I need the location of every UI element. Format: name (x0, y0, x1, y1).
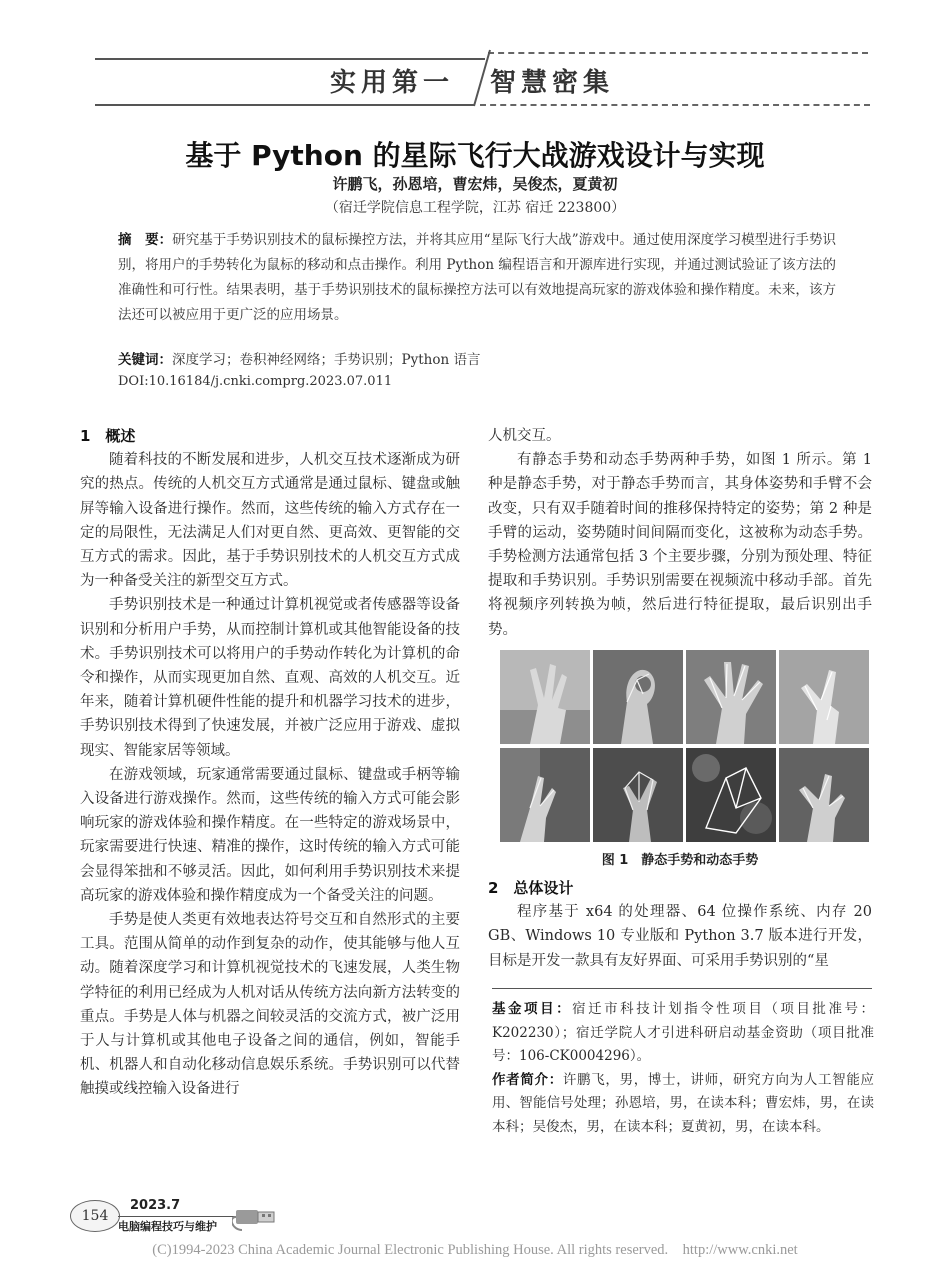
gesture-photo (500, 748, 590, 842)
paragraph-continued: 人机交互。 (488, 428, 561, 444)
header-rule-bottom-dashed (480, 104, 870, 106)
section-heading-design: 2 总体设计 (488, 879, 574, 897)
footer-rule (118, 1216, 238, 1217)
gesture-photo (686, 650, 776, 744)
author-bio-text: 许鹏飞，男，博士，讲师，研究方向为人工智能应用、智能信号处理；孙恩培，男，在读本科；曹宏炜，男，在读本科；吴俊杰，男，在读本科；夏黄初，男，在读本科。 (492, 1071, 875, 1135)
paragraph: 手势是使人类更有效地表达符号交互和自然形式的主要工具。范围从简单的动作到复杂的动作，使其能够与他人互动。随着深度学习和计算机视觉技术的飞速发展，人类生物学特征的利用已经成为人机对话从传统方法向新方法转变的重点。手势是人体与机器之间较灵活的交流方式，被广泛用于人与计算机或其他电子设备之间的通信，例如，智能手机、机器人和自动化移动信息娱乐系统。手势识别可以代替触摸或线控输入设备进行 (80, 912, 460, 1098)
fund-text: 宿迁市科技计划指令性项目（项目批准号：K202230）；宿迁学院人才引进科研启动基金资助（项目批准号：106-CK0004296）。 (492, 1001, 875, 1064)
body-column-right (488, 424, 872, 642)
gesture-photo (593, 650, 683, 744)
footnotes (492, 998, 874, 1139)
fund-label: 基金项目： (492, 1001, 573, 1017)
header-rule-top (95, 58, 485, 60)
article-authors: 许鹏飞，孙恩培，曹宏炜，吴俊杰，夏黄初 (332, 175, 618, 193)
header-rule-top-dashed (488, 52, 868, 54)
gesture-photo (500, 650, 590, 744)
column-name-left: 实用第一 (330, 68, 455, 98)
figure-gesture-photos (500, 650, 870, 842)
figure-caption: 图 1 静态手势和动态手势 (601, 853, 759, 868)
issue-date: 2023.7 (130, 1198, 181, 1213)
gesture-photo (686, 748, 776, 842)
author-bio-label: 作者简介： (492, 1071, 563, 1088)
keywords-text: 深度学习；卷积神经网络；手势识别；Python 语言 (172, 352, 481, 368)
section-heading-overview: 1 概述 (80, 427, 136, 445)
keywords-label: 关键词： (118, 352, 172, 368)
paragraph: 手势识别技术是一种通过计算机视觉或者传感器等设备识别和分析用户手势，从而控制计算机或其他智能设备的技术。手势识别技术可以将用户的手势动作转化为计算机的命令和操作，从而实现更加自然、直观、高效的人机交互。近年来，随着计算机硬件性能的提升和机器学习技术的进步，手势识别技术得到了快速发展，并被广泛应用于游戏、虚拟现实、智能家居等领域。 (80, 597, 460, 759)
paragraph: 随着科技的不断发展和进步，人机交互技术逐渐成为研究的热点。传统的人机交互方式通常是通过鼠标、键盘或触屏等输入设备进行操作。然而，这些传统的输入方式存在一定的局限性，无法满足人们对更自然、更高效、更智能的交互方式的需求。因此，基于手势识别技术的人机交互方式成为一种备受关注的新型交互方式。 (80, 452, 460, 590)
fund-note (492, 998, 874, 1069)
gesture-photo (593, 748, 683, 842)
abstract-text: 研究基于手势识别技术的鼠标操控方法，并将其应用“星际飞行大战”游戏中。通过使用深度学习模型进行手势识别，将用户的手势转化为鼠标的移动和点击操作。利用 Python 编程语言和开源库进行实现，并通过测试验证了该方法的准确性和可行性。结果表明，基于手势识别技术的鼠标操控方法可以有效地提高玩家的游戏体验和操作精度。未来，该方法还可以被应用于更广泛的应用场景。 (118, 232, 836, 323)
article-affiliation: （宿迁学院信息工程学院，江苏 宿迁 223800） (324, 200, 626, 216)
abstract (118, 228, 836, 328)
copyright-notice: (C)1994-2023 China Academic Journal Electronic Publishing House. All rights reserved. http://www.cnki.net (152, 1242, 798, 1258)
page-number: 154 (70, 1200, 120, 1232)
usb-plug-icon (232, 1200, 282, 1234)
journal-name: 电脑编程技巧与维护 (118, 1220, 217, 1233)
footnote-divider (492, 988, 872, 989)
abstract-label: 摘 要： (118, 232, 173, 248)
doi: DOI:10.16184/j.cnki.comprg.2023.07.011 (118, 374, 393, 389)
paragraph: 在游戏领域，玩家通常需要通过鼠标、键盘或手柄等输入设备进行游戏操作。然而，这些传统的输入方式可能会影响玩家的游戏体验和操作精度。在一些特定的游戏场景中，玩家需要进行快速、精准的操作，这时传统的输入方式可能会显得笨拙和不够灵活。因此，如何利用手势识别技术来提高玩家的游戏体验和操作精度成为一个备受关注的问题。 (80, 766, 460, 904)
paragraph: 有静态手势和动态手势两种手势，如图 1 所示。第 1 种是静态手势，对于静态手势而言，其身体姿势和手臂不会改变，只有双手随着时间的推移保持特定的姿势；第 2 种是手臂的运动，姿势随时间间隔而变化，这被称为动态手势。手势检测方法通常包括 3 个主要步骤，分别为预处理、特征提取和手势识别。手势识别需要在视频流中移动手部。首先将视频序列转换为帧，然后进行特征提取，最后识别出手势。 (488, 452, 872, 638)
keywords (118, 348, 836, 368)
column-name-right: 智慧密集 (490, 68, 615, 98)
gesture-photo (779, 650, 869, 744)
gesture-photo (779, 748, 869, 842)
body-column-left (80, 424, 460, 1102)
author-bio-note (492, 1069, 874, 1140)
paragraph: 程序基于 x64 的处理器、64 位操作系统、内存 20 GB、Windows 10 专业版和 Python 3.7 版本进行开发，目标是开发一款具有友好界面、可采用手势识别的“星 (488, 904, 872, 969)
header-rule-bottom (95, 104, 475, 106)
article-title: 基于 Python 的星际飞行大战游戏设计与实现 (185, 139, 765, 172)
section-design (488, 876, 872, 973)
